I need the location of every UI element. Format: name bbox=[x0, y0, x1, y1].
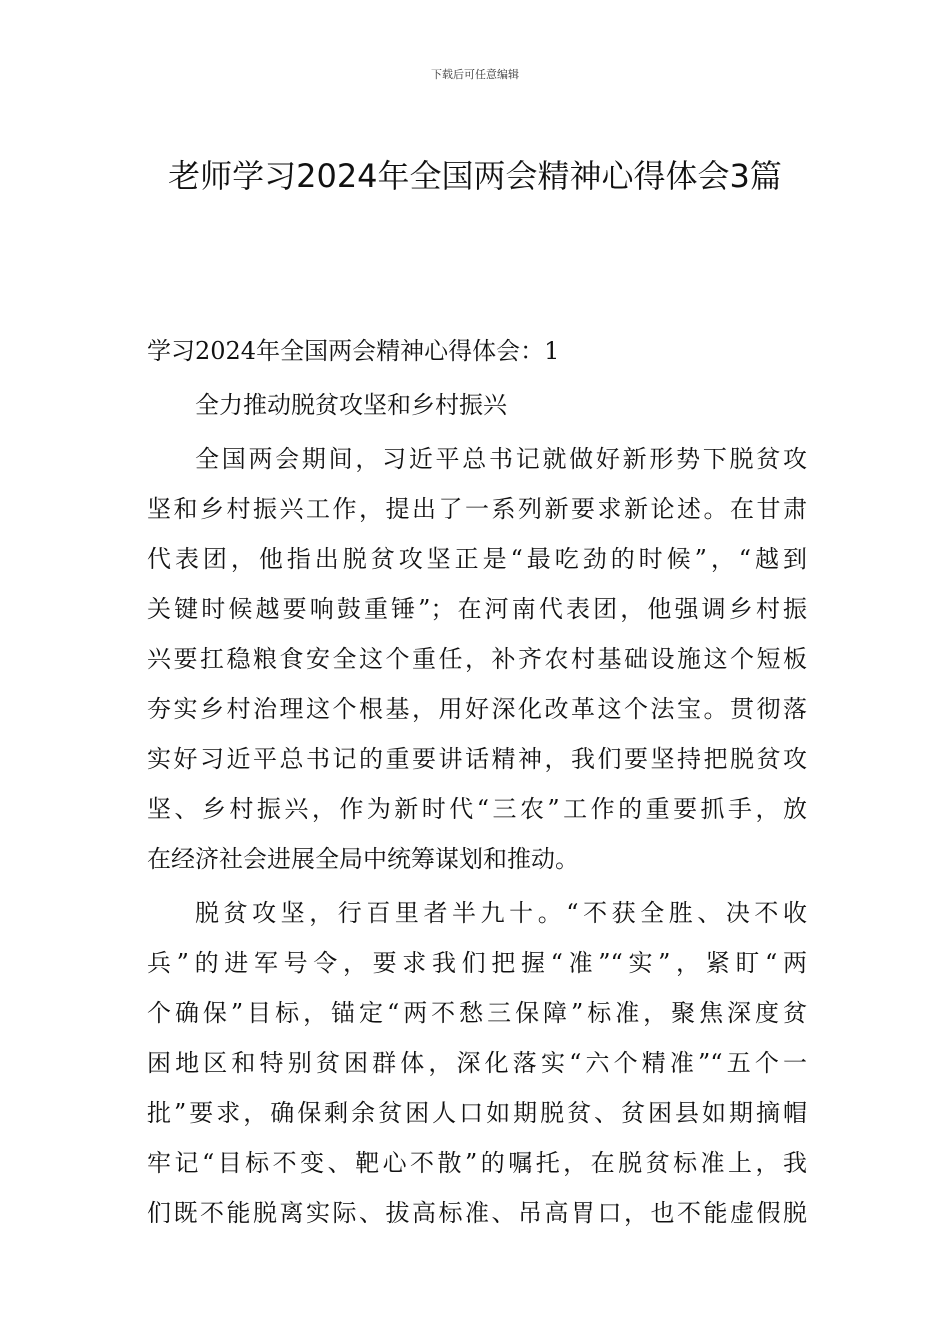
paragraph-line: 脱贫攻坚，行百里者半九十。“不获全胜、决不收 bbox=[195, 899, 807, 927]
paragraph-line: 牢记“目标不变、靶心不散”的嘱托，在脱贫标准上，我 bbox=[147, 1149, 807, 1177]
paragraph-line: 困地区和特别贫困群体，深化落实“六个精准”“五个一 bbox=[147, 1049, 807, 1077]
paragraph-line: 兵”的进军号令，要求我们把握“准”“实”，紧盯“两 bbox=[147, 949, 807, 977]
section-subtitle: 全力推动脱贫攻坚和乡村振兴 bbox=[195, 391, 507, 419]
paragraph-line: 代表团，他指出脱贫攻坚正是“最吃劲的时候”，“越到 bbox=[147, 545, 807, 573]
paragraph-line: 坚、乡村振兴，作为新时代“三农”工作的重要抓手，放 bbox=[147, 795, 807, 823]
paragraph-line: 兴要扛稳粮食安全这个重任，补齐农村基础设施这个短板 bbox=[147, 645, 807, 673]
paragraph-line: 夯实乡村治理这个根基，用好深化改革这个法宝。贯彻落 bbox=[147, 695, 807, 723]
paragraph-line: 全国两会期间，习近平总书记就做好新形势下脱贫攻 bbox=[195, 445, 807, 473]
paragraph-line: 批”要求，确保剩余贫困人口如期脱贫、贫困县如期摘帽 bbox=[147, 1099, 807, 1127]
paragraph-line: 在经济社会进展全局中统筹谋划和推动。 bbox=[147, 845, 579, 873]
paragraph-1 bbox=[147, 434, 807, 884]
section-heading: 学习2024年全国两会精神心得体会：1 bbox=[147, 337, 560, 365]
document-title: 老师学习2024年全国两会精神心得体会3篇 bbox=[168, 157, 782, 195]
header-note: 下载后可任意编辑 bbox=[431, 68, 519, 81]
paragraph-line: 们既不能脱离实际、拔高标准、吊高胃口，也不能虚假脱 bbox=[147, 1199, 807, 1227]
document-body bbox=[147, 326, 807, 1238]
paragraph-line: 关键时候越要响鼓重锤”；在河南代表团，他强调乡村振 bbox=[147, 595, 807, 623]
paragraph-line: 坚和乡村振兴工作，提出了一系列新要求新论述。在甘肃 bbox=[147, 495, 807, 523]
paragraph-2 bbox=[147, 888, 807, 1238]
paragraph-line: 个确保”目标，锚定“两不愁三保障”标准，聚焦深度贫 bbox=[147, 999, 807, 1027]
paragraph-line: 实好习近平总书记的重要讲话精神，我们要坚持把脱贫攻 bbox=[147, 745, 807, 773]
